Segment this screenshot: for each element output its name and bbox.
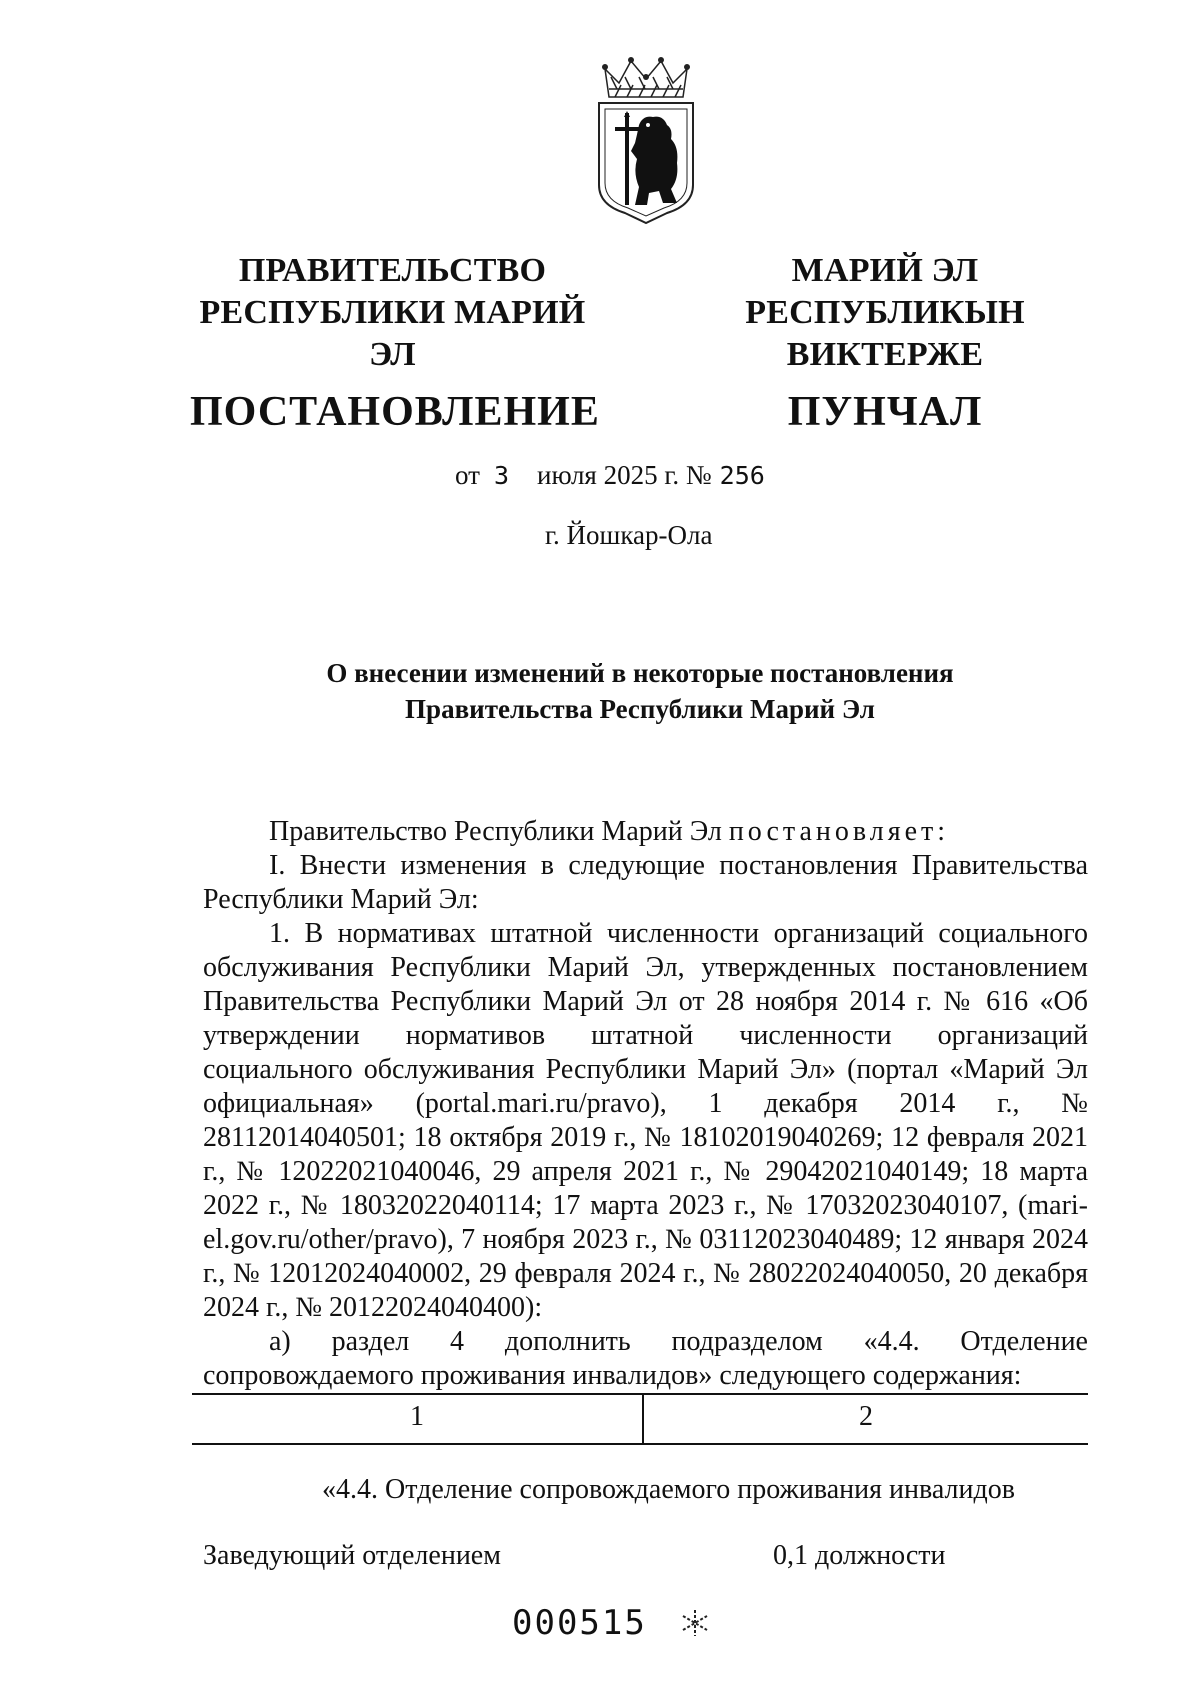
- snowflake-icon: [680, 1608, 710, 1638]
- staff-position-value: 0,1 должности: [773, 1540, 946, 1571]
- title-line1: О внесении изменений в некоторые постановления: [326, 658, 954, 688]
- city: г. Йошкар-Ола: [545, 520, 713, 550]
- date-day: 3: [493, 461, 510, 490]
- date-month-year: июля 2025 г. №: [537, 460, 712, 490]
- document-title: [200, 655, 1080, 727]
- left-header: [190, 250, 600, 436]
- paragraph-1: I. Внести изменения в следующие постановления Правительства Республики Марий Эл:: [203, 850, 1088, 915]
- doc-type-ru: ПОСТАНОВЛЕНИЕ: [190, 389, 600, 435]
- section-heading: «4.4. Отделение сопровождаемого проживания инвалидов: [322, 1474, 1015, 1505]
- document-serial-number: 000515: [512, 1603, 647, 1643]
- date-line: [455, 460, 765, 491]
- intro-verb: постановляет:: [728, 816, 950, 847]
- org-name-mari-line2: ВИКТЕРЖЕ: [786, 336, 984, 373]
- coat-of-arms-icon: [587, 55, 705, 230]
- doc-type-mari: ПУНЧАЛ: [787, 389, 983, 435]
- table-cell-2: 2: [859, 1401, 873, 1432]
- decree-number: 256: [719, 461, 765, 490]
- org-name-ru-line2: РЕСПУБЛИКИ МАРИЙ ЭЛ: [199, 294, 586, 373]
- paragraph-3: а) раздел 4 дополнить подразделом «4.4. Отделение сопровождаемого проживания инвалидов» следующего содержания:: [203, 1326, 1088, 1391]
- intro-paragraph: [203, 815, 1088, 849]
- date-prefix: от: [455, 460, 480, 490]
- staff-position-label: Заведующий отделением: [203, 1540, 501, 1571]
- org-name-ru-line1: ПРАВИТЕЛЬСТВО: [238, 252, 547, 289]
- column-number-table: [192, 1393, 1088, 1445]
- title-line2: Правительства Республики Марий Эл: [405, 694, 875, 724]
- intro-text: Правительство Республики Марий Эл: [269, 816, 722, 847]
- paragraph-2: 1. В нормативах штатной численности организаций социального обслуживания Республики Марий Эл, утвержденных постановлением Правительства Республики Марий Эл от 28 ноября 2014 г. № 616 «Об утверждении нормативов штатной численности организаций социального обслуживания Республики Марий Эл» (портал «Марий Эл официальная» (portal.mari.ru/pravo), 1 декабря 2014 г., № 28112014040501; 18 октября 2019 г., № 18102019040269; 12 февраля 2021 г., № 12022021040046, 29 апреля 2021 г., № 29042021040149; 18 марта 2022 г., № 18032022040114; 17 марта 2023 г., № 17032023040107, (mari-el.gov.ru/other/pravo), 7 ноября 2023 г., № 03112023040489; 12 января 2024 г., № 12012024040002, 29 февраля 2024 г., № 28022024040050, 20 декабря 2024 г., № 20122024040400):: [203, 918, 1088, 1323]
- table-cell-1: 1: [192, 1395, 644, 1443]
- org-name-mari-line1: МАРИЙ ЭЛ РЕСПУБЛИКЫН: [745, 252, 1025, 331]
- right-header: [665, 250, 1105, 436]
- document-body: [203, 815, 1088, 1393]
